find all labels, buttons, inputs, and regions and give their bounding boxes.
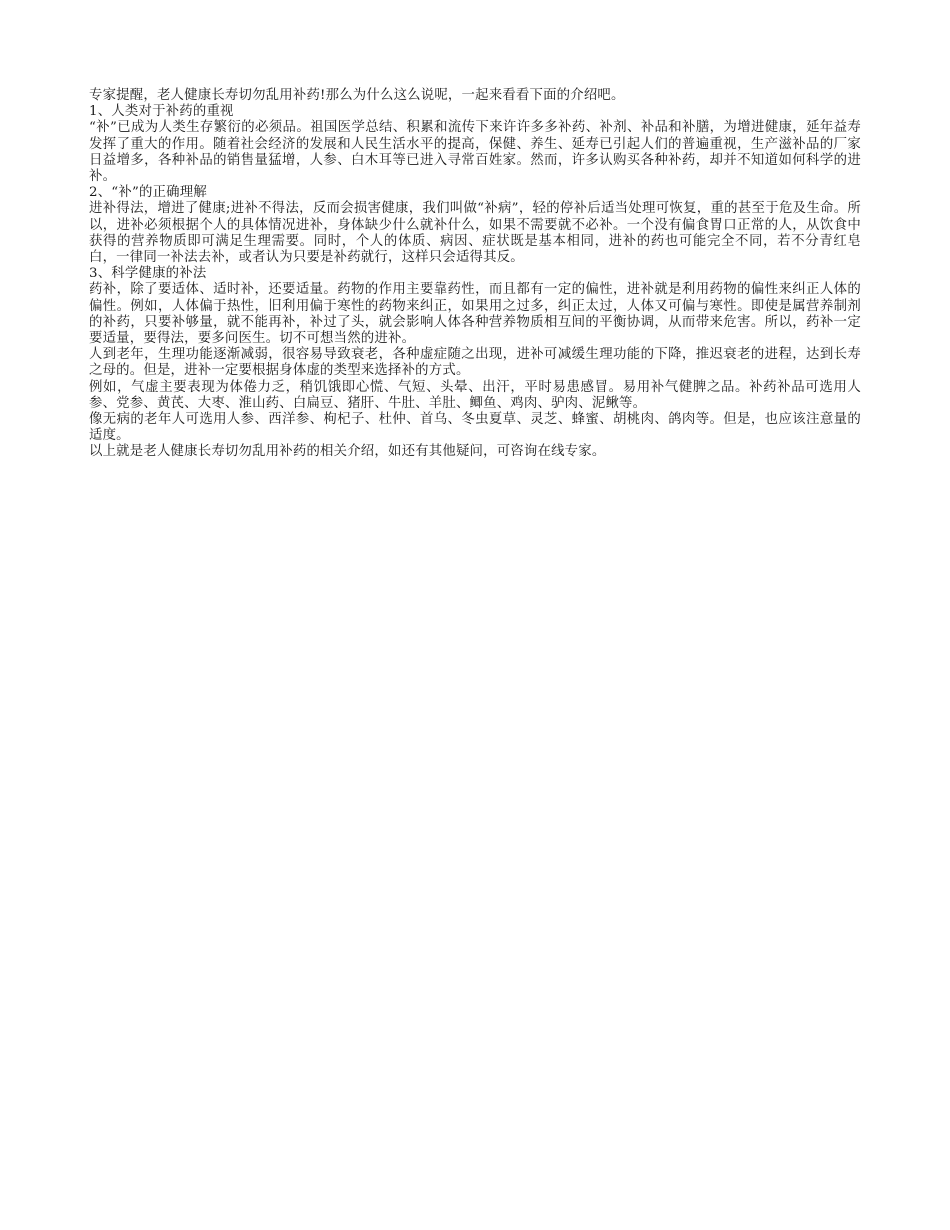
intro-paragraph: 专家提醒，老人健康长寿切勿乱用补药!那么为什么这么说呢，一起来看看下面的介绍吧。 [89, 88, 625, 103]
section-3-paragraph-1: 药补，除了要适体、适时补，还要适量。药物的作用主要靠药性，而且都有一定的偏性，进补就是利用药物的偏性来纠正人体的偏性。例如，人体偏于热性，旧利用偏于寒性的药物来纠正，如果用之过多，纠正太过，人体又可偏与寒性。即使是属营养制剂的补药，只要补够量，就不能再补，补过了头，就会影响人体各种营养物质相互间的平衡协调，从而带来危害。所以，药补一定要适量，要得法，要多问医生。切不可想当然的进补。 [89, 282, 861, 347]
section-2-paragraph: 进补得法，增进了健康;进补不得法，反而会损害健康，我们叫做“补病”，轻的停补后适当处理可恢复，重的甚至于危及生命。所以，进补必须根据个人的具体情况进补，身体缺少什么就补什么，如果不需要就不必补。一个没有偏食胃口正常的人，从饮食中获得的营养物质即可满足生理需要。同时，个人的体质、病因、症状既是基本相同，进补的药也可能完全不同，若不分青红皂白，一律同一补法去补，或者认为只要是补药就行，这样只会适得其反。 [89, 201, 861, 266]
section-3-paragraph-2: 人到老年，生理功能逐渐减弱，很容易导致衰老，各种虚症随之出现，进补可减缓生理功能的下降，推迟衰老的进程，达到长寿之母的。但是，进补一定要根据身体虚的类型来选择补的方式。 [89, 347, 861, 379]
section-3-paragraph-3: 例如，气虚主要表现为体倦力乏，稍饥饿即心慌、气短、头晕、出汗，平时易患感冒。易用补气健脾之品。补药补品可选用人参、党参、黄芪、大枣、淮山药、白扁豆、猪肝、牛肚、羊肚、鲫鱼、鸡肉、驴肉、泥鳅等。 [89, 379, 861, 411]
section-2-heading: 2、“补”的正确理解 [89, 185, 207, 201]
section-1-paragraph: “补”已成为人类生存繁衍的必须品。祖国医学总结、积累和流传下来许许多多补药、补剂、补品和补膳，为增进健康，延年益寿发挥了重大的作用。随着社会经济的发展和人民生活水平的提高，保健、养生、延寿已引起人们的普遍重视，生产滋补品的厂家日益增多，各种补品的销售量猛增，人参、白木耳等已进入寻常百姓家。然而，许多认购买各种补药，却并不知道如何科学的进补。 [89, 120, 861, 185]
article-body [89, 88, 861, 461]
closing-paragraph: 以上就是老人健康长寿切勿乱用补药的相关介绍，如还有其他疑问，可咨询在线专家。 [89, 444, 606, 460]
section-3-paragraph-4: 像无病的老年人可选用人参、西洋参、枸杞子、杜仲、首乌、冬虫夏草、灵芝、蜂蜜、胡桃肉、鸽肉等。但是，也应该注意量的适度。 [89, 412, 861, 444]
section-3-heading: 3、科学健康的补法 [89, 266, 207, 282]
section-1-heading: 1、人类对于补药的重视 [89, 104, 234, 120]
